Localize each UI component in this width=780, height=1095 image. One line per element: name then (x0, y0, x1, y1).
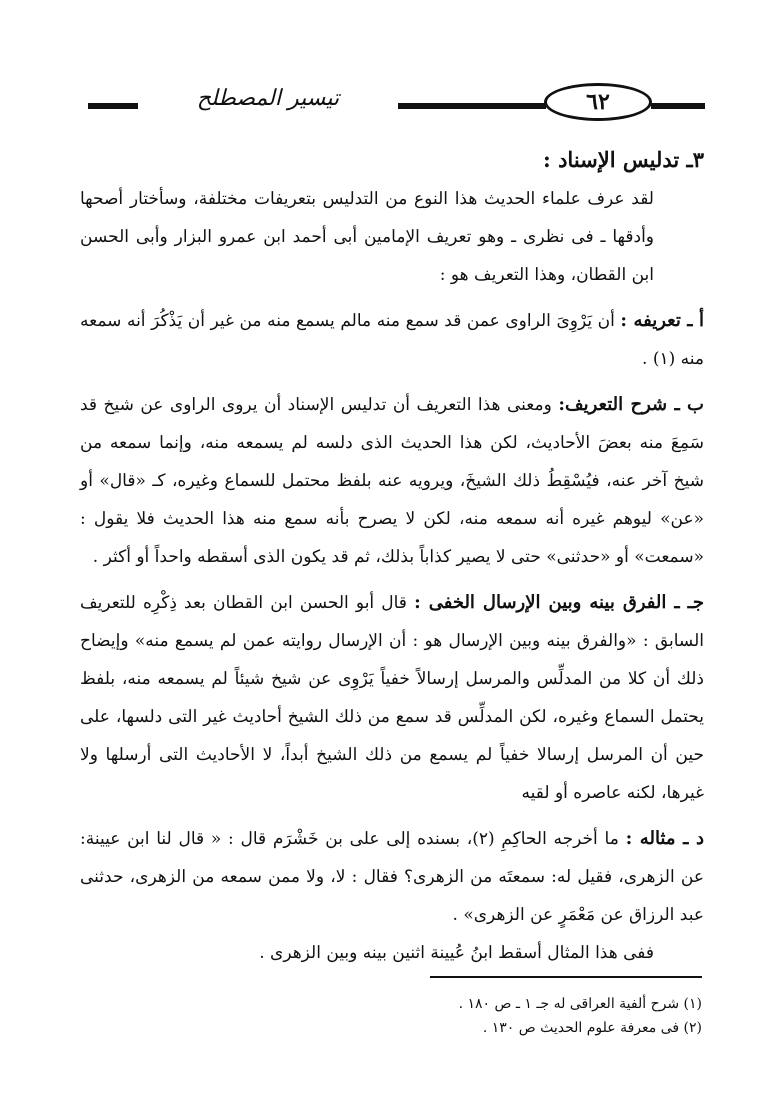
header-rule-middle (398, 103, 546, 109)
definition-label: أ ـ تعريفه : (620, 310, 704, 331)
difference-label: جـ ـ الفرق بينه وبين الإرسال الخفى : (414, 592, 704, 613)
section-title: ٣ـ تدليس الإسناد : (543, 147, 704, 172)
page-number: ٦٢ (544, 83, 652, 121)
header-rule-right (651, 103, 705, 109)
footnote-1: (١) شرح ألفية العراقى له جـ ١ ـ ص ١٨٠ . (458, 996, 702, 1012)
definition-paragraph (80, 302, 704, 378)
page-header (88, 78, 705, 130)
explanation-text: ومعنى هذا التعريف أن تدليس الإسناد أن يروى الراوى عن شيخ قد سَمِعَ منه بعضَ الأحاديث، لكن هذا الحديث الذى دلسه لم يسمعه منه، وإنما سمعه من شيخ آخر عنه، فيُسْقِطُ ذلك الشيخَ، ويرويه عنه بلفظ محتمل للسماع وغيره، كـ «قال» أو «عن» ليوهم غيره أنه سمعه منه، لكن لا يصرح بأنه سمع منه هذا الحديث فلا يقول : «سمعت» أو «حدثنى» حتى لا يصير كذاباً بذلك، ثم قد يكون الذى أسقطه واحداً أو أكثر . (80, 395, 704, 567)
explanation-paragraph (80, 386, 704, 576)
explanation-label: ب ـ شرح التعريف: (558, 394, 704, 415)
main-text (80, 140, 704, 972)
example-text: ما أخرجه الحاكِمِ (٢)، بسنده إلى على بن خَشْرَم قال : « قال لنا ابن عيينة: عن الزهرى، فقيل له: سمعتَه من الزهرى؟ فقال : لا، ولا ممن سمعه من الزهرى، حدثنى عبد الرزاق عن مَعْمَرٍ عن الزهرى» . (80, 829, 704, 925)
definition-text: أن يَرْوِىَ الراوى عمن قد سمع منه مالم يسمع منه من غير أن يَذْكُرَ أنه سمعه منه (١) . (80, 311, 704, 369)
footnote-divider (430, 976, 702, 978)
example-paragraph (80, 820, 704, 934)
difference-text: قال أبو الحسن ابن القطان بعد ذِكْرِه للتعريف السابق : «والفرق بينه وبين الإرسال هو : أن الإرسال روايته عمن لم يسمع منه» وإيضاح ذلك أن كلا من المدلِّس والمرسل إرسالاً خفياً يَرْوِى عن شيخ شيئاً لم يسمعه منه، بلفظ يحتمل السماع وغيره، لكن المدلِّس قد سمع من ذلك الشيخ أحاديث غير التى دلسها، على حين أن المرسل إرسالا خفياً لم يسمع من ذلك الشيخ أبداً، لا الأحاديث التى أرسلها ولا غيرها، لكنه عاصره أو لقيه (80, 593, 704, 803)
footnotes (80, 992, 702, 1040)
intro-paragraph: لقد عرف علماء الحديث هذا النوع من التدليس بتعريفات مختلفة، وسأختار أصحها وأدقها ـ فى نظرى ـ وهو تعريف الإمامين أبى أحمد ابن عمرو البزار وأبى الحسن ابن القطان، وهذا التعريف هو : (80, 189, 654, 285)
header-rule-left (88, 103, 138, 109)
book-title: تيسير المصطلح (196, 86, 340, 111)
example-label: د ـ مثاله : (625, 828, 704, 849)
difference-paragraph (80, 584, 704, 812)
footnote-2: (٢) فى معرفة علوم الحديث ص ١٣٠ . (482, 1020, 702, 1036)
conclusion-paragraph: ففى هذا المثال أسقط ابنُ عُيينة اثنين بينه وبين الزهرى . (259, 943, 654, 963)
